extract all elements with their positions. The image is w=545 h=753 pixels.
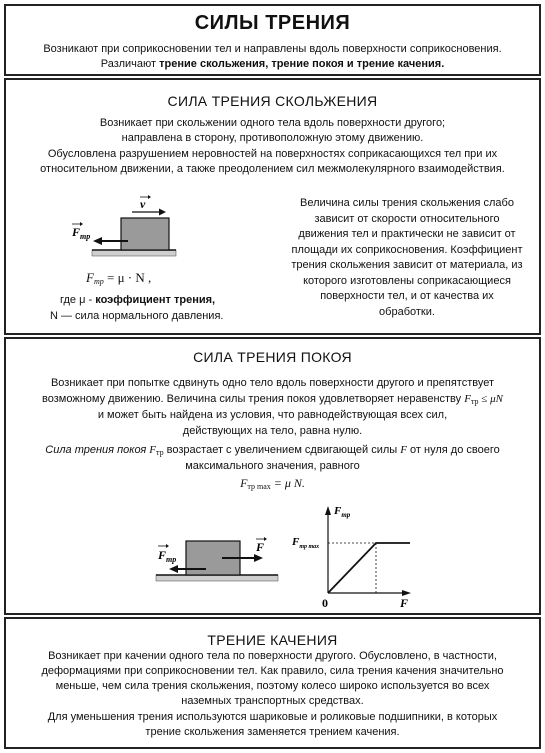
- rolling-line-6: трение скольжения заменяется трением качения.: [145, 726, 400, 738]
- sliding-p2-line-2: относительном движении, а также преодолением сил межмолекулярного взаимодействия.: [40, 163, 505, 175]
- rolling-line-4: наземных транспортных средствах.: [181, 695, 364, 707]
- header-box: [4, 4, 541, 76]
- page-title: СИЛЫ ТРЕНИЯ: [194, 12, 351, 34]
- header-line-2-bold: трение скольжения, трение покоя и трение качения.: [159, 58, 445, 70]
- static-diagram: [154, 531, 280, 591]
- static-line-2: возможному движению. Величина силы трения покоя удовлетворяет неравенству $F_{тр} \le \mu N$: [42, 393, 503, 406]
- static-line-6: максимального значения, равного: [185, 460, 360, 472]
- graph-curve: [328, 543, 410, 593]
- sliding-block: [121, 218, 169, 250]
- static-friction-graph: [288, 501, 418, 611]
- static-line-3: и может быть найдена из условия, что равнодействующая всех сил,: [97, 409, 448, 421]
- static-line-4: действующих на тело, равна нулю.: [182, 425, 363, 437]
- rolling-line-5: Для уменьшения трения используются шариковые и роликовые подшипники, в которых: [47, 711, 498, 723]
- header-line-2-text: Различают: [100, 58, 160, 70]
- static-surface: [156, 575, 278, 581]
- static-line-7: $F_{тр max} = \mu$ N.: [240, 476, 305, 491]
- graph-max-label: $F_{тр max}$: [292, 536, 320, 550]
- rolling-section: [4, 617, 541, 749]
- applied-force-label: F: [256, 540, 265, 554]
- rolling-line-1: Возникает при качении одного тела по поверхности другого. Обусловлено, в частности,: [48, 650, 497, 662]
- sliding-p1-line-2: направлена в сторону, противоположную этому движению.: [121, 132, 424, 144]
- graph-y-label: $F_{тр}$: [334, 505, 351, 519]
- friction-label: $F_{тр}$: [72, 225, 91, 241]
- rolling-line-2: деформациями при соприкосновении тел. Как правило, сила трения качения значительно: [41, 665, 504, 677]
- sliding-diagram: [66, 192, 186, 258]
- rolling-title: ТРЕНИЕ КАЧЕНИЯ: [207, 632, 338, 648]
- coefficient-line: где μ - коэффициент трения,: [60, 294, 216, 306]
- sliding-title: СИЛА ТРЕНИЯ СКОЛЬЖЕНИЯ: [167, 93, 378, 109]
- header-line-2: [6, 57, 539, 73]
- static-section: [4, 337, 541, 615]
- graph-origin-label: 0: [322, 596, 328, 610]
- sliding-surface: [92, 250, 176, 256]
- static-title: СИЛА ТРЕНИЯ ПОКОЯ: [193, 349, 352, 365]
- sliding-right-text: Величина силы трения скольжения слабо зависит от скорости относительного движения тел и практически не зависит от площади их соприкосновения. Коэффициент трения скольжения зависит от материала, из которого изготовлены соприкасающиеся поверхности тел, и от качества их обработки.: [291, 197, 523, 318]
- sliding-section: [4, 78, 541, 335]
- graph-x-label: F: [400, 596, 409, 610]
- static-line-1: Возникает при попытке сдвинуть одно тело вдоль поверхности другого и препятствует: [50, 377, 495, 389]
- static-friction-label: $F_{тр}$: [158, 548, 177, 564]
- sliding-p2-line-1: Обусловлена разрушением неровностей на поверхностях соприкасающихся тел при их: [47, 148, 498, 160]
- sliding-formula: $F_{тр} = \mu \cdot N$ ,: [86, 270, 152, 286]
- velocity-label: v: [140, 197, 146, 211]
- header-line-1: Возникают при соприкосновении тел и направлены вдоль поверхности соприкосновения.: [43, 43, 502, 55]
- sliding-p1-line-1: Возникает при скольжении одного тела вдоль поверхности другого;: [99, 117, 446, 129]
- rolling-line-3: меньше, чем сила трения скольжения, поэтому колесо широко используется во всех: [55, 680, 490, 692]
- normal-pressure-line: N — сила нормального давления.: [50, 310, 224, 322]
- static-line-5: Сила трения покоя $F_{тр}$ возрастает с увеличением сдвигающей силы F от нуля до своего: [45, 444, 500, 457]
